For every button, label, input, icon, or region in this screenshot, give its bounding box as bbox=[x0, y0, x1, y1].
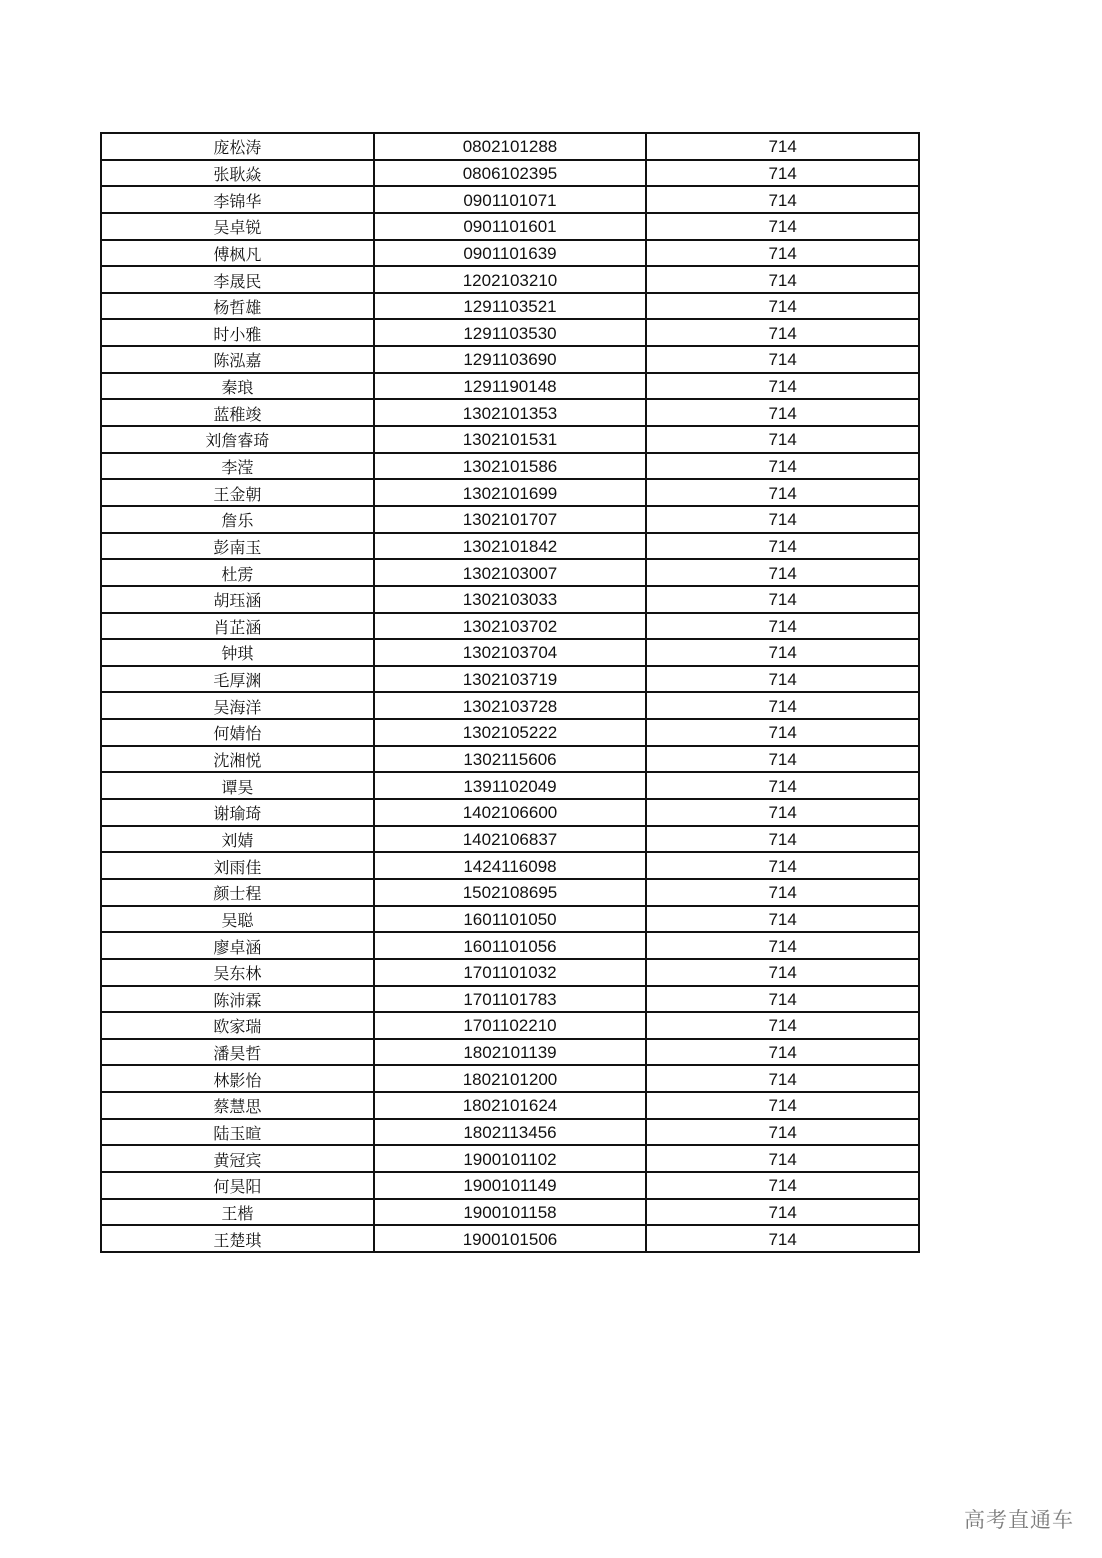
table-row bbox=[101, 906, 919, 933]
exam-id-cell: 1302103007 bbox=[374, 559, 647, 586]
table-row bbox=[101, 506, 919, 533]
table-row bbox=[101, 186, 919, 213]
exam-id-cell: 1302101353 bbox=[374, 399, 647, 426]
exam-id-cell: 1302101707 bbox=[374, 506, 647, 533]
score-cell: 714 bbox=[646, 826, 919, 853]
score-cell: 714 bbox=[646, 506, 919, 533]
exam-id-cell: 0802101288 bbox=[374, 133, 647, 160]
exam-id-cell: 1302101531 bbox=[374, 426, 647, 453]
table-row bbox=[101, 373, 919, 400]
name-cell: 陆玉暄 bbox=[101, 1119, 374, 1146]
exam-id-cell: 1601101050 bbox=[374, 906, 647, 933]
exam-id-cell: 1900101102 bbox=[374, 1145, 647, 1172]
name-cell: 谢瑜琦 bbox=[101, 799, 374, 826]
table-row bbox=[101, 1225, 919, 1252]
exam-id-cell: 1900101158 bbox=[374, 1199, 647, 1226]
score-cell: 714 bbox=[646, 906, 919, 933]
score-cell: 714 bbox=[646, 852, 919, 879]
name-cell: 詹乐 bbox=[101, 506, 374, 533]
table-row bbox=[101, 1199, 919, 1226]
table-row bbox=[101, 932, 919, 959]
exam-id-cell: 1802101624 bbox=[374, 1092, 647, 1119]
exam-id-cell: 0901101639 bbox=[374, 240, 647, 267]
table-row bbox=[101, 346, 919, 373]
score-cell: 714 bbox=[646, 746, 919, 773]
exam-id-cell: 1302103719 bbox=[374, 666, 647, 693]
exam-id-cell: 1302101586 bbox=[374, 453, 647, 480]
table-row bbox=[101, 639, 919, 666]
name-cell: 张耿焱 bbox=[101, 160, 374, 187]
score-cell: 714 bbox=[646, 373, 919, 400]
table-row bbox=[101, 986, 919, 1013]
table-row bbox=[101, 293, 919, 320]
exam-id-cell: 1302103728 bbox=[374, 692, 647, 719]
score-cell: 714 bbox=[646, 879, 919, 906]
score-cell: 714 bbox=[646, 799, 919, 826]
exam-id-cell: 1402106600 bbox=[374, 799, 647, 826]
watermark-text: 高考直通车 bbox=[964, 1508, 1074, 1532]
table-row bbox=[101, 1039, 919, 1066]
table-row bbox=[101, 399, 919, 426]
name-cell: 吴聪 bbox=[101, 906, 374, 933]
name-cell: 李滢 bbox=[101, 453, 374, 480]
score-cell: 714 bbox=[646, 346, 919, 373]
table-row bbox=[101, 1065, 919, 1092]
name-cell: 李晟民 bbox=[101, 266, 374, 293]
table-row bbox=[101, 266, 919, 293]
name-cell: 何婧怡 bbox=[101, 719, 374, 746]
table-row bbox=[101, 586, 919, 613]
table-row bbox=[101, 1172, 919, 1199]
score-table bbox=[100, 132, 920, 1253]
score-cell: 714 bbox=[646, 692, 919, 719]
exam-id-cell: 1802101139 bbox=[374, 1039, 647, 1066]
table-row bbox=[101, 453, 919, 480]
exam-id-cell: 0901101601 bbox=[374, 213, 647, 240]
table-row bbox=[101, 1092, 919, 1119]
exam-id-cell: 1502108695 bbox=[374, 879, 647, 906]
table-row bbox=[101, 559, 919, 586]
score-cell: 714 bbox=[646, 1119, 919, 1146]
table-row bbox=[101, 852, 919, 879]
score-cell: 714 bbox=[646, 1065, 919, 1092]
exam-id-cell: 1900101506 bbox=[374, 1225, 647, 1252]
table-row bbox=[101, 426, 919, 453]
name-cell: 杨哲雄 bbox=[101, 293, 374, 320]
table-row bbox=[101, 1119, 919, 1146]
exam-id-cell: 1202103210 bbox=[374, 266, 647, 293]
table-row bbox=[101, 613, 919, 640]
exam-id-cell: 0806102395 bbox=[374, 160, 647, 187]
name-cell: 杜雳 bbox=[101, 559, 374, 586]
exam-id-cell: 1802113456 bbox=[374, 1119, 647, 1146]
name-cell: 吴东林 bbox=[101, 959, 374, 986]
table-row bbox=[101, 826, 919, 853]
name-cell: 沈湘悦 bbox=[101, 746, 374, 773]
exam-id-cell: 1302101842 bbox=[374, 533, 647, 560]
score-cell: 714 bbox=[646, 639, 919, 666]
name-cell: 何昊阳 bbox=[101, 1172, 374, 1199]
table-row bbox=[101, 746, 919, 773]
score-cell: 714 bbox=[646, 772, 919, 799]
table-row bbox=[101, 1145, 919, 1172]
score-cell: 714 bbox=[646, 213, 919, 240]
exam-id-cell: 1291190148 bbox=[374, 373, 647, 400]
name-cell: 李锦华 bbox=[101, 186, 374, 213]
score-cell: 714 bbox=[646, 932, 919, 959]
table-row bbox=[101, 666, 919, 693]
score-cell: 714 bbox=[646, 986, 919, 1013]
exam-id-cell: 1302103033 bbox=[374, 586, 647, 613]
score-cell: 714 bbox=[646, 1039, 919, 1066]
name-cell: 蓝稚竣 bbox=[101, 399, 374, 426]
score-cell: 714 bbox=[646, 586, 919, 613]
name-cell: 吴海洋 bbox=[101, 692, 374, 719]
score-cell: 714 bbox=[646, 1225, 919, 1252]
score-cell: 714 bbox=[646, 613, 919, 640]
table-row bbox=[101, 879, 919, 906]
name-cell: 黄冠宾 bbox=[101, 1145, 374, 1172]
name-cell: 吴卓锐 bbox=[101, 213, 374, 240]
score-cell: 714 bbox=[646, 1199, 919, 1226]
name-cell: 蔡慧思 bbox=[101, 1092, 374, 1119]
score-cell: 714 bbox=[646, 399, 919, 426]
table-row bbox=[101, 240, 919, 267]
name-cell: 廖卓涵 bbox=[101, 932, 374, 959]
name-cell: 王楚琪 bbox=[101, 1225, 374, 1252]
exam-id-cell: 1302103702 bbox=[374, 613, 647, 640]
name-cell: 王楷 bbox=[101, 1199, 374, 1226]
name-cell: 陈沛霖 bbox=[101, 986, 374, 1013]
table-body bbox=[101, 133, 919, 1252]
score-cell: 714 bbox=[646, 719, 919, 746]
name-cell: 陈泓嘉 bbox=[101, 346, 374, 373]
name-cell: 林影怡 bbox=[101, 1065, 374, 1092]
table-row bbox=[101, 319, 919, 346]
score-cell: 714 bbox=[646, 426, 919, 453]
exam-id-cell: 1291103530 bbox=[374, 319, 647, 346]
name-cell: 彭南玉 bbox=[101, 533, 374, 560]
score-cell: 714 bbox=[646, 533, 919, 560]
name-cell: 钟琪 bbox=[101, 639, 374, 666]
table-row bbox=[101, 533, 919, 560]
score-cell: 714 bbox=[646, 559, 919, 586]
score-cell: 714 bbox=[646, 319, 919, 346]
name-cell: 胡珏涵 bbox=[101, 586, 374, 613]
table-row bbox=[101, 772, 919, 799]
score-cell: 714 bbox=[646, 1145, 919, 1172]
exam-id-cell: 1302101699 bbox=[374, 479, 647, 506]
exam-id-cell: 1802101200 bbox=[374, 1065, 647, 1092]
table-row bbox=[101, 160, 919, 187]
name-cell: 肖芷涵 bbox=[101, 613, 374, 640]
score-cell: 714 bbox=[646, 133, 919, 160]
name-cell: 傅枫凡 bbox=[101, 240, 374, 267]
score-cell: 714 bbox=[646, 479, 919, 506]
score-cell: 714 bbox=[646, 666, 919, 693]
table-row bbox=[101, 479, 919, 506]
score-cell: 714 bbox=[646, 186, 919, 213]
table-row bbox=[101, 692, 919, 719]
name-cell: 王金朝 bbox=[101, 479, 374, 506]
exam-id-cell: 0901101071 bbox=[374, 186, 647, 213]
exam-id-cell: 1701101032 bbox=[374, 959, 647, 986]
score-cell: 714 bbox=[646, 959, 919, 986]
exam-id-cell: 1391102049 bbox=[374, 772, 647, 799]
name-cell: 欧家瑞 bbox=[101, 1012, 374, 1039]
exam-id-cell: 1601101056 bbox=[374, 932, 647, 959]
name-cell: 庞松涛 bbox=[101, 133, 374, 160]
score-cell: 714 bbox=[646, 1172, 919, 1199]
table-row bbox=[101, 133, 919, 160]
exam-id-cell: 1402106837 bbox=[374, 826, 647, 853]
exam-id-cell: 1291103521 bbox=[374, 293, 647, 320]
name-cell: 谭昊 bbox=[101, 772, 374, 799]
name-cell: 潘昊哲 bbox=[101, 1039, 374, 1066]
exam-id-cell: 1302103704 bbox=[374, 639, 647, 666]
exam-id-cell: 1701101783 bbox=[374, 986, 647, 1013]
name-cell: 刘雨佳 bbox=[101, 852, 374, 879]
score-cell: 714 bbox=[646, 240, 919, 267]
score-cell: 714 bbox=[646, 293, 919, 320]
score-cell: 714 bbox=[646, 266, 919, 293]
score-cell: 714 bbox=[646, 1092, 919, 1119]
exam-id-cell: 1302105222 bbox=[374, 719, 647, 746]
name-cell: 时小雅 bbox=[101, 319, 374, 346]
table-row bbox=[101, 799, 919, 826]
table-row bbox=[101, 1012, 919, 1039]
name-cell: 秦琅 bbox=[101, 373, 374, 400]
name-cell: 刘婧 bbox=[101, 826, 374, 853]
score-cell: 714 bbox=[646, 160, 919, 187]
exam-id-cell: 1701102210 bbox=[374, 1012, 647, 1039]
exam-id-cell: 1291103690 bbox=[374, 346, 647, 373]
score-cell: 714 bbox=[646, 1012, 919, 1039]
exam-id-cell: 1900101149 bbox=[374, 1172, 647, 1199]
exam-id-cell: 1302115606 bbox=[374, 746, 647, 773]
name-cell: 颜士程 bbox=[101, 879, 374, 906]
name-cell: 毛厚渊 bbox=[101, 666, 374, 693]
table-row bbox=[101, 213, 919, 240]
table-row bbox=[101, 959, 919, 986]
name-cell: 刘詹睿琦 bbox=[101, 426, 374, 453]
score-cell: 714 bbox=[646, 453, 919, 480]
exam-id-cell: 1424116098 bbox=[374, 852, 647, 879]
table-row bbox=[101, 719, 919, 746]
